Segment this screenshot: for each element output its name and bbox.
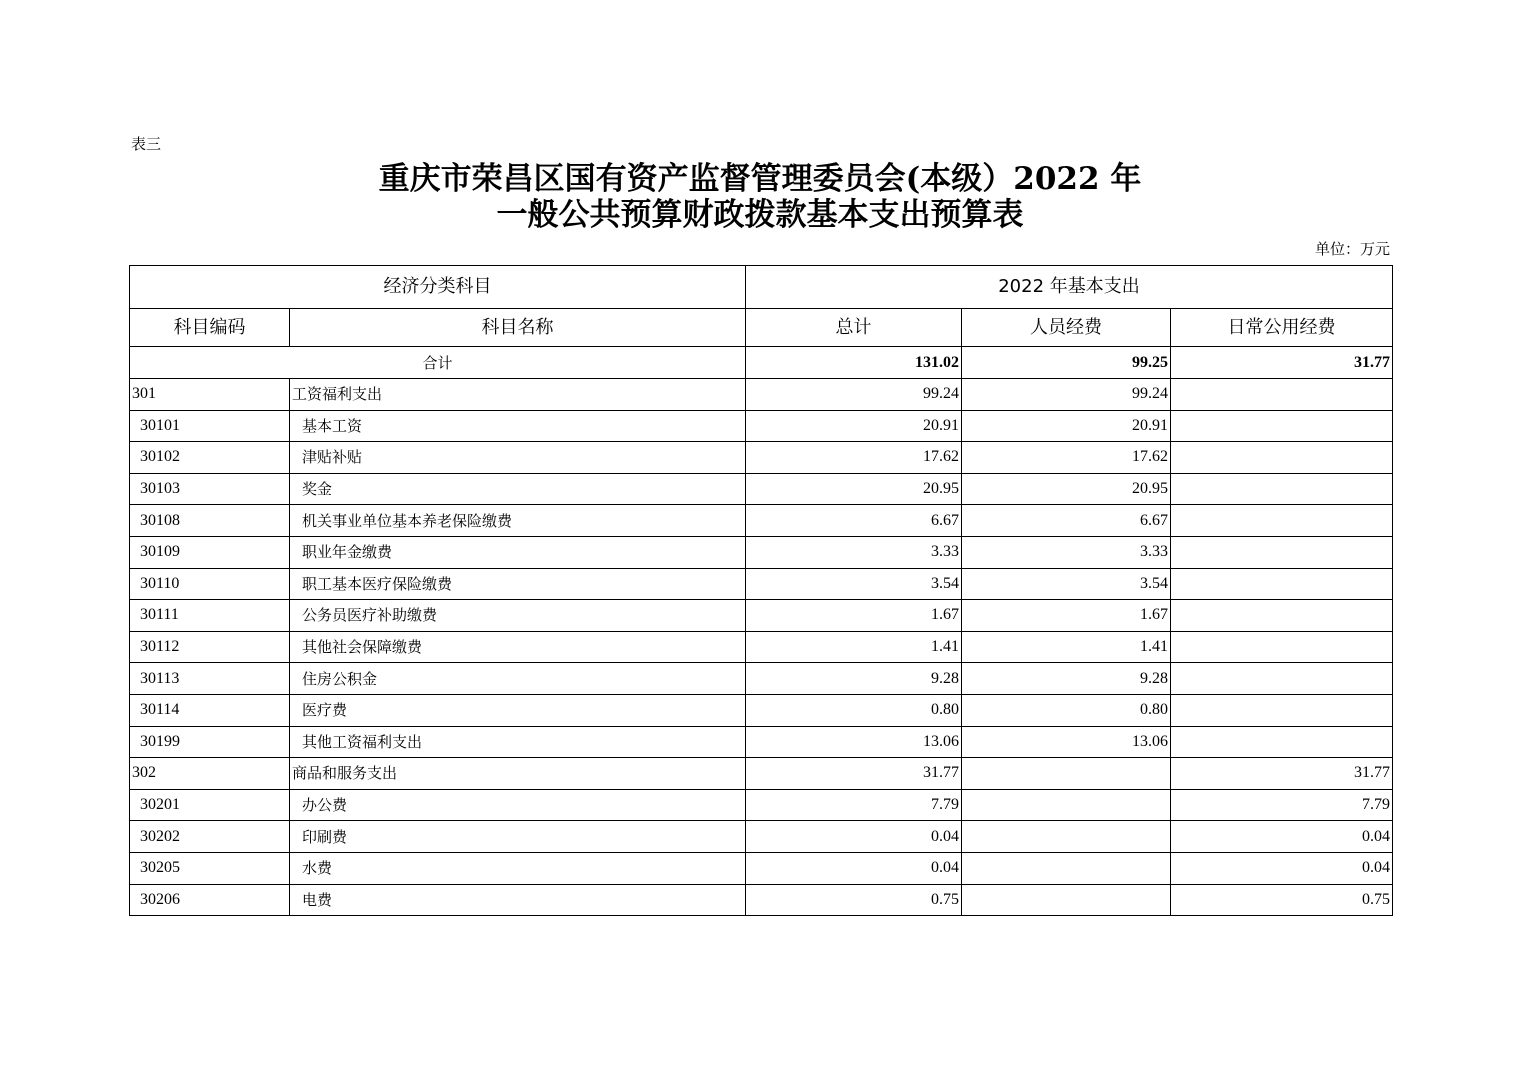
row-code: 30206 [130, 884, 290, 916]
row-code: 30201 [130, 789, 290, 821]
row-public [1171, 442, 1393, 474]
row-personnel: 1.67 [962, 600, 1171, 632]
row-total: 1.41 [746, 631, 962, 663]
row-name: 商品和服务支出 [290, 758, 746, 790]
row-personnel: 13.06 [962, 726, 1171, 758]
row-total: 0.80 [746, 694, 962, 726]
table-row [130, 473, 1393, 505]
row-name: 医疗费 [290, 694, 746, 726]
row-personnel: 20.95 [962, 473, 1171, 505]
table-row [130, 505, 1393, 537]
row-personnel: 0.80 [962, 694, 1171, 726]
row-total: 9.28 [746, 663, 962, 695]
table-row [130, 600, 1393, 632]
header-public: 日常公用经费 [1171, 309, 1393, 347]
row-code: 30110 [130, 568, 290, 600]
row-personnel: 3.33 [962, 536, 1171, 568]
row-total: 6.67 [746, 505, 962, 537]
row-personnel [962, 852, 1171, 884]
row-code: 30111 [130, 600, 290, 632]
row-name: 办公费 [290, 789, 746, 821]
row-total: 0.04 [746, 821, 962, 853]
table-row [130, 379, 1393, 411]
table-row [130, 410, 1393, 442]
table-row [130, 442, 1393, 474]
row-total: 13.06 [746, 726, 962, 758]
table-row [130, 726, 1393, 758]
row-total: 0.75 [746, 884, 962, 916]
row-code: 30109 [130, 536, 290, 568]
header-econ-category: 经济分类科目 [130, 266, 746, 309]
table-row [130, 568, 1393, 600]
row-code: 30205 [130, 852, 290, 884]
row-public [1171, 536, 1393, 568]
row-personnel: 17.62 [962, 442, 1171, 474]
row-total: 3.54 [746, 568, 962, 600]
table-row [130, 852, 1393, 884]
row-public: 0.04 [1171, 821, 1393, 853]
table-row [130, 631, 1393, 663]
row-code: 30199 [130, 726, 290, 758]
header-row-columns [130, 309, 1393, 347]
row-code: 30114 [130, 694, 290, 726]
row-personnel: 6.67 [962, 505, 1171, 537]
row-public [1171, 505, 1393, 537]
row-name: 职工基本医疗保险缴费 [290, 568, 746, 600]
row-personnel [962, 758, 1171, 790]
row-personnel: 20.91 [962, 410, 1171, 442]
row-code: 30103 [130, 473, 290, 505]
row-name: 其他工资福利支出 [290, 726, 746, 758]
row-name: 基本工资 [290, 410, 746, 442]
row-public: 7.79 [1171, 789, 1393, 821]
row-public [1171, 694, 1393, 726]
row-code: 30202 [130, 821, 290, 853]
page-title-line1: 重庆市荣昌区国有资产监督管理委员会(本级）2022 年 [378, 161, 1142, 197]
table-row [130, 536, 1393, 568]
budget-table [129, 265, 1393, 916]
row-code: 30113 [130, 663, 290, 695]
row-public [1171, 631, 1393, 663]
row-name: 其他社会保障缴费 [290, 631, 746, 663]
header-basic-expenditure: 2022 年基本支出 [746, 266, 1393, 309]
row-public [1171, 726, 1393, 758]
total-total: 131.02 [746, 347, 962, 379]
row-personnel: 9.28 [962, 663, 1171, 695]
row-public: 0.04 [1171, 852, 1393, 884]
row-total: 3.33 [746, 536, 962, 568]
row-public [1171, 600, 1393, 632]
row-total: 20.91 [746, 410, 962, 442]
table-row [130, 758, 1393, 790]
row-name: 印刷费 [290, 821, 746, 853]
row-total: 20.95 [746, 473, 962, 505]
row-name: 津贴补贴 [290, 442, 746, 474]
row-name: 奖金 [290, 473, 746, 505]
row-total: 17.62 [746, 442, 962, 474]
row-personnel [962, 789, 1171, 821]
table-row [130, 884, 1393, 916]
row-public [1171, 379, 1393, 411]
row-name: 电费 [290, 884, 746, 916]
page-title-line2: 一般公共预算财政拨款基本支出预算表 [496, 197, 1024, 233]
header-name: 科目名称 [290, 309, 746, 347]
row-public: 31.77 [1171, 758, 1393, 790]
row-total: 0.04 [746, 852, 962, 884]
row-code: 302 [130, 758, 290, 790]
row-public [1171, 663, 1393, 695]
table-row [130, 821, 1393, 853]
row-public [1171, 410, 1393, 442]
row-code: 30101 [130, 410, 290, 442]
header-row-group [130, 266, 1393, 309]
unit-label: 单位：万元 [1314, 240, 1390, 258]
row-public: 0.75 [1171, 884, 1393, 916]
row-public [1171, 473, 1393, 505]
row-name: 住房公积金 [290, 663, 746, 695]
header-total: 总计 [746, 309, 962, 347]
table-row [130, 694, 1393, 726]
row-name: 职业年金缴费 [290, 536, 746, 568]
total-public: 31.77 [1171, 347, 1393, 379]
total-row [130, 347, 1393, 379]
row-total: 1.67 [746, 600, 962, 632]
row-name: 水费 [290, 852, 746, 884]
row-total: 99.24 [746, 379, 962, 411]
row-personnel [962, 884, 1171, 916]
table-row [130, 789, 1393, 821]
table-row [130, 663, 1393, 695]
row-code: 30102 [130, 442, 290, 474]
row-code: 301 [130, 379, 290, 411]
row-name: 公务员医疗补助缴费 [290, 600, 746, 632]
total-personnel: 99.25 [962, 347, 1171, 379]
row-name: 工资福利支出 [290, 379, 746, 411]
row-total: 7.79 [746, 789, 962, 821]
row-code: 30108 [130, 505, 290, 537]
row-personnel [962, 821, 1171, 853]
header-code: 科目编码 [130, 309, 290, 347]
table-label: 表三 [131, 135, 162, 153]
header-personnel: 人员经费 [962, 309, 1171, 347]
row-code: 30112 [130, 631, 290, 663]
row-personnel: 3.54 [962, 568, 1171, 600]
total-label: 合计 [130, 347, 746, 379]
row-personnel: 99.24 [962, 379, 1171, 411]
row-name: 机关事业单位基本养老保险缴费 [290, 505, 746, 537]
row-personnel: 1.41 [962, 631, 1171, 663]
row-public [1171, 568, 1393, 600]
row-total: 31.77 [746, 758, 962, 790]
